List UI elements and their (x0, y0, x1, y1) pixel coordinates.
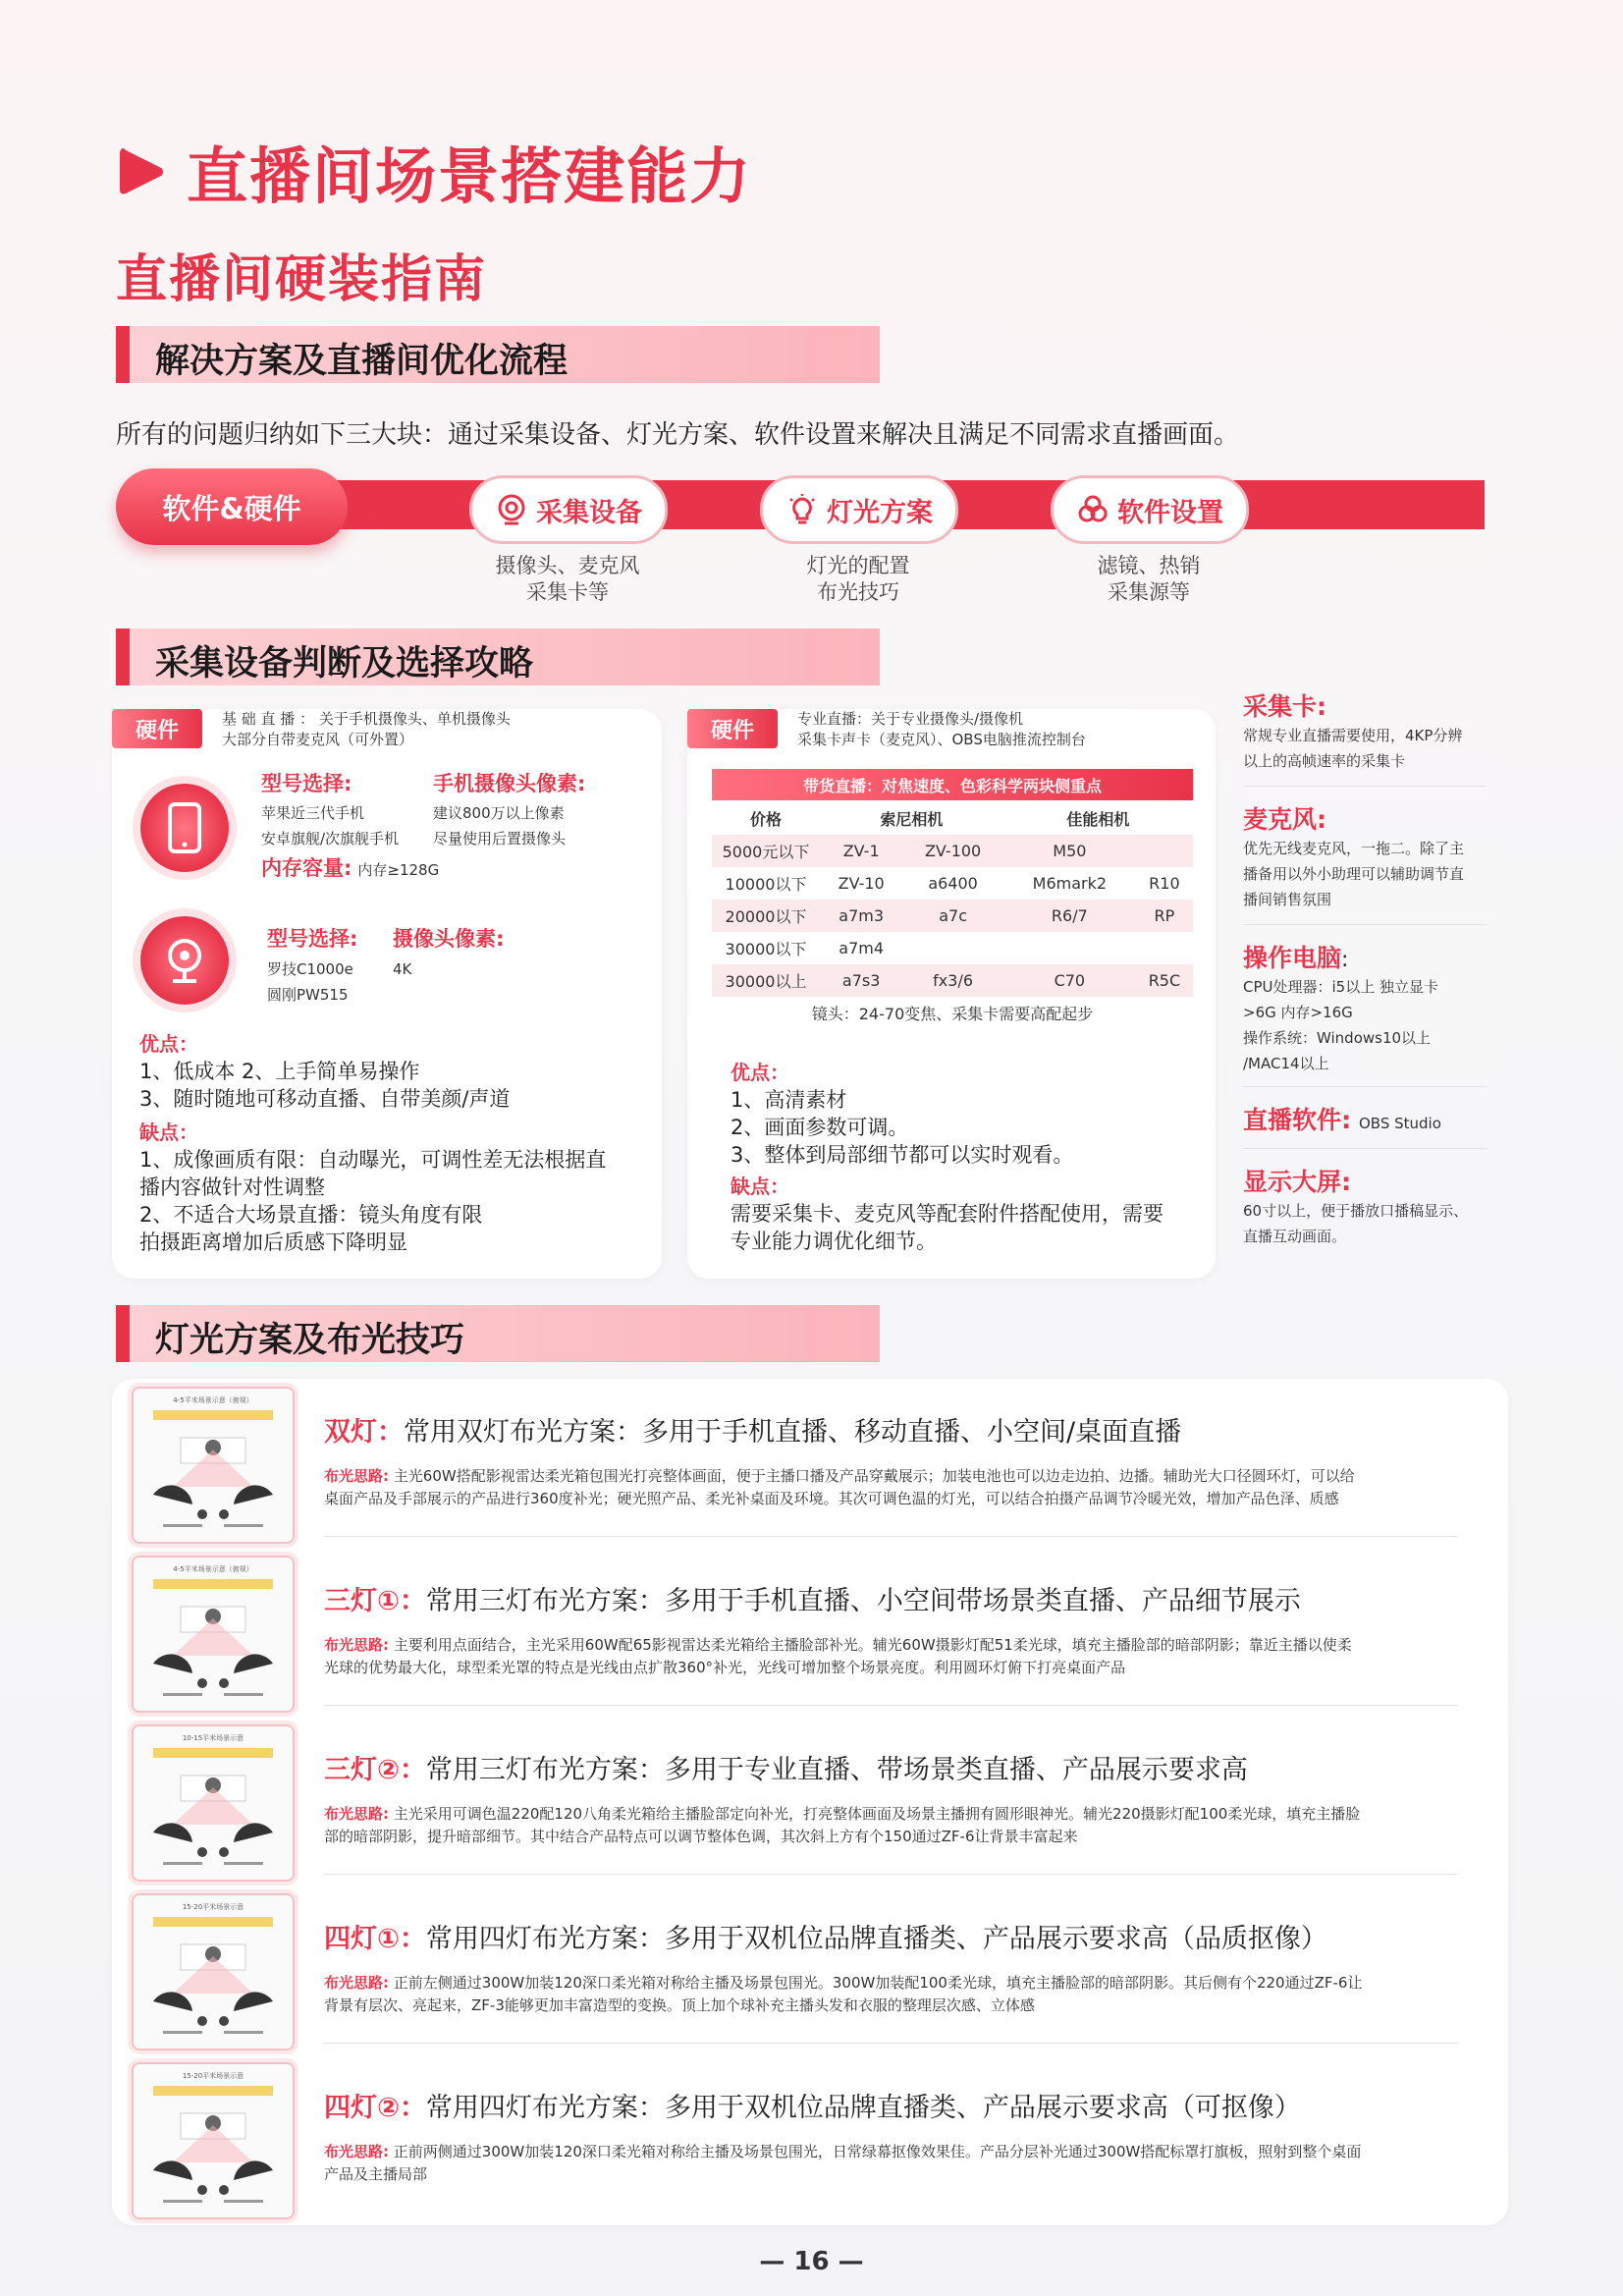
phone-memory: 内存容量: 内存≥128G (261, 856, 440, 880)
lighting-title: 四灯①：常用四灯布光方案：多用于双机位品牌直播类、产品展示要求高（品质抠像） (324, 1924, 1327, 1954)
table-note-row: 镜头：24-70变焦、采集卡需要高配起步 (811, 1005, 1094, 1023)
table-row: 20000以下 a7m3 a7c R6/7 RP (712, 900, 1193, 932)
table-row: 30000以上 a7s3 fx3/6 C70 R5C (712, 964, 1193, 997)
lighting-title: 三灯②：常用三灯布光方案：多用于专业直播、带场景类直播、产品展示要求高 (324, 1755, 1248, 1785)
main-title (118, 128, 752, 215)
page-title: 直播间场景搭建能力 (187, 140, 753, 212)
svg-text:15-20平米场景示意: 15-20平米场景示意 (182, 1903, 244, 1911)
table-row: 10000以下 ZV-10 a6400 M6mark2 R10 (725, 874, 1180, 894)
lighting-title: 四灯②：常用四灯布光方案：多用于双机位品牌直播类、产品展示要求高（可抠像） (324, 2093, 1301, 2123)
lighting-diagram (132, 1893, 295, 2050)
row-divider (324, 2043, 1458, 2044)
lighting-diagram (132, 1387, 295, 1544)
row-divider (324, 1874, 1458, 1875)
lighting-title: 双灯：常用双灯布光方案：多用于手机直播、移动直播、小空间/桌面直播 (324, 1417, 1182, 1448)
basic-tag: 硬件 (112, 709, 202, 748)
svg-text:15-20平米场景示意: 15-20平米场景示意 (182, 2072, 244, 2080)
section-header-lighting: 灯光方案及布光技巧 (116, 1305, 880, 1362)
svg-text:4-5平米场景示意（俯视）: 4-5平米场景示意（俯视） (173, 1565, 253, 1573)
play-icon (118, 144, 165, 199)
lighting-description: 布光思路: 正前两侧通过300W加装120深口柔光箱对称给主播及场景包围光，日常绿幕抠像效果佳。产品分层补光通过300W搭配标罩打旗板，照射到整个桌面 产品及主播局部 (324, 2143, 1362, 2183)
software-icon (1076, 493, 1109, 526)
row-divider (324, 1705, 1458, 1706)
equipment-sidebar: 采集卡: 常规专业直播需要使用，4KP分辨 以上的高帧速率的采集卡 麦克风: 优先无线麦克风，一拖二。除了主 播备用以外小助理可以辅助调节直 播间销售氛围 操作电脑: CPU处理器：i5以上 独立显卡 >6G 内存>16G 操作系统：Windows10以上 /MAC14以上 直播软件: OBS Studio 显示大屏: 60寸以上，便于播放口播稿显示、 直播互动画面。 (1243, 687, 1487, 1249)
flow-sub-lighting: 灯光的配置 布光技巧 (806, 554, 910, 604)
phone-spec: 型号选择: 苹果近三代手机 安卓旗舰/次旗舰手机 (261, 772, 400, 847)
camera-table-title: 带货直播：对焦速度、色彩科学两块侧重点 (712, 769, 1193, 800)
flow-sub-capture: 摄像头、麦克风 采集卡等 (495, 554, 640, 604)
flow-sub-software: 滤镜、热销 采集源等 (1097, 554, 1201, 604)
section-header-solution: 解决方案及直播间优化流程 (116, 326, 880, 383)
pro-desc: 专业直播：关于专业摄像头/摄像机 采集卡声卡（麦克风）、OBS电脑推流控制台 (797, 710, 1086, 748)
lighting-description: 布光思路: 正前左侧通过300W加装120深口柔光箱对称给主播及场景包围光。300W加装配100柔光球，填充主播脸部的暗部阴影。其后侧有个220通过ZF-6让 背景有层次、亮起来，ZF-3能够更加丰富造型的变换。顶上加个球补充主播头发和衣服的整理层次感、立体感 (324, 1974, 1363, 2014)
basic-pros-cons: 优点： 1、低成本 2、上手简单易操作 3、随时随地可移动直播、自带美颜/声道 缺点： 1、成像画质有限：自动曝光，可调性差无法根据直 播内容做针对性调整 2、不适合大场景直播：镜头角度有限 拍摄距离增加后质感下降明显 (139, 1032, 607, 1254)
pro-pros-cons: 优点： 1、高清素材 2、画面参数可调。 3、整体到局部细节都可以实时观看。 缺点： 需要采集卡、麦克风等配套附件搭配使用，需要 专业能力调优化细节。 (730, 1061, 1163, 1253)
section-header-equipment: 采集设备判断及选择攻略 (116, 629, 880, 685)
phone-icon (140, 784, 229, 872)
flow-pill-capture: 采集设备 (469, 475, 668, 544)
bulb-icon (785, 493, 819, 526)
phone-pixel-spec: 手机摄像头像素: 建议800万以上像素 尽量使用后置摄像头 (433, 772, 586, 847)
target-icon (495, 493, 528, 526)
page-subtitle: 直播间硬装指南 (116, 250, 488, 309)
table-header-row: 价格 索尼相机 佳能相机 (749, 810, 1130, 829)
camera-table (712, 802, 1193, 1029)
svg-text:10-15平米场景示意: 10-15平米场景示意 (182, 1734, 244, 1742)
flow-pill-software: 软件设置 (1051, 475, 1249, 544)
row-divider (324, 1536, 1458, 1537)
svg-text:4-5平米场景示意（俯视）: 4-5平米场景示意（俯视） (173, 1396, 253, 1404)
table-row: 30000以下 a7m4 (725, 939, 885, 958)
page-number: — 16 — (759, 2247, 864, 2276)
lighting-description: 布光思路: 主光采用可调色温220配120八角柔光箱给主播脸部定向补光，打亮整体画面及场景主播拥有圆形眼神光。辅光220摄影灯配100柔光球，填充主播脸 部的暗部阴影，提升暗部细节。其中结合产品特点可以调节整体色调，其次斜上方有个150通过ZF-6让背景丰富起来 (324, 1805, 1361, 1845)
webcam-icon (140, 916, 229, 1005)
intro-text: 所有的问题归纳如下三大块：通过采集设备、灯光方案、软件设置来解决且满足不同需求直播画面。 (116, 420, 1240, 450)
lighting-description: 布光思路: 主要利用点面结合，主光采用60W配65影视雷达柔光箱给主播脸部补光。辅光60W摄影灯配51柔光球，填充主播脸部的暗部阴影；靠近主播以使柔 光球的优势最大化，球型柔光罩的特点是光线由点扩散360°补光，光线可增加整个场景亮度。利用圆环灯俯下打亮桌面产品 (324, 1636, 1352, 1676)
lighting-diagram (132, 1556, 295, 1713)
webcam-spec: 型号选择: 罗技C1000e 圆刚PW515 (267, 927, 358, 1004)
flow-main-pill: 软件&硬件 (116, 468, 348, 545)
flow-pill-lighting: 灯光方案 (760, 475, 958, 544)
table-row: 5000元以下 ZV-1 ZV-100 M50 (712, 835, 1193, 867)
pro-tag: 硬件 (687, 709, 778, 748)
webcam-pixel-spec: 摄像头像素: 4K (393, 927, 505, 978)
lighting-title: 三灯①：常用三灯布光方案：多用于手机直播、小空间带场景类直播、产品细节展示 (324, 1586, 1301, 1616)
lighting-diagram (132, 1724, 295, 1882)
lighting-diagram (132, 2062, 295, 2219)
lighting-description: 布光思路: 主光60W搭配影视雷达柔光箱包围光打亮整体画面，便于主播口播及产品穿戴展示；加装电池也可以边走边拍、边播。辅助光大口径圆环灯，可以给 桌面产品及手部展示的产品进行360度补光；硬光照产品、柔光补桌面及环境。其次可调色温的灯光，可以结合拍摄产品调节冷暖光效，增加产品色泽、质感 (324, 1467, 1355, 1507)
basic-desc: 基 础 直 播 ： 关于手机摄像头、单机摄像头 大部分自带麦克风（可外置） (222, 710, 511, 748)
